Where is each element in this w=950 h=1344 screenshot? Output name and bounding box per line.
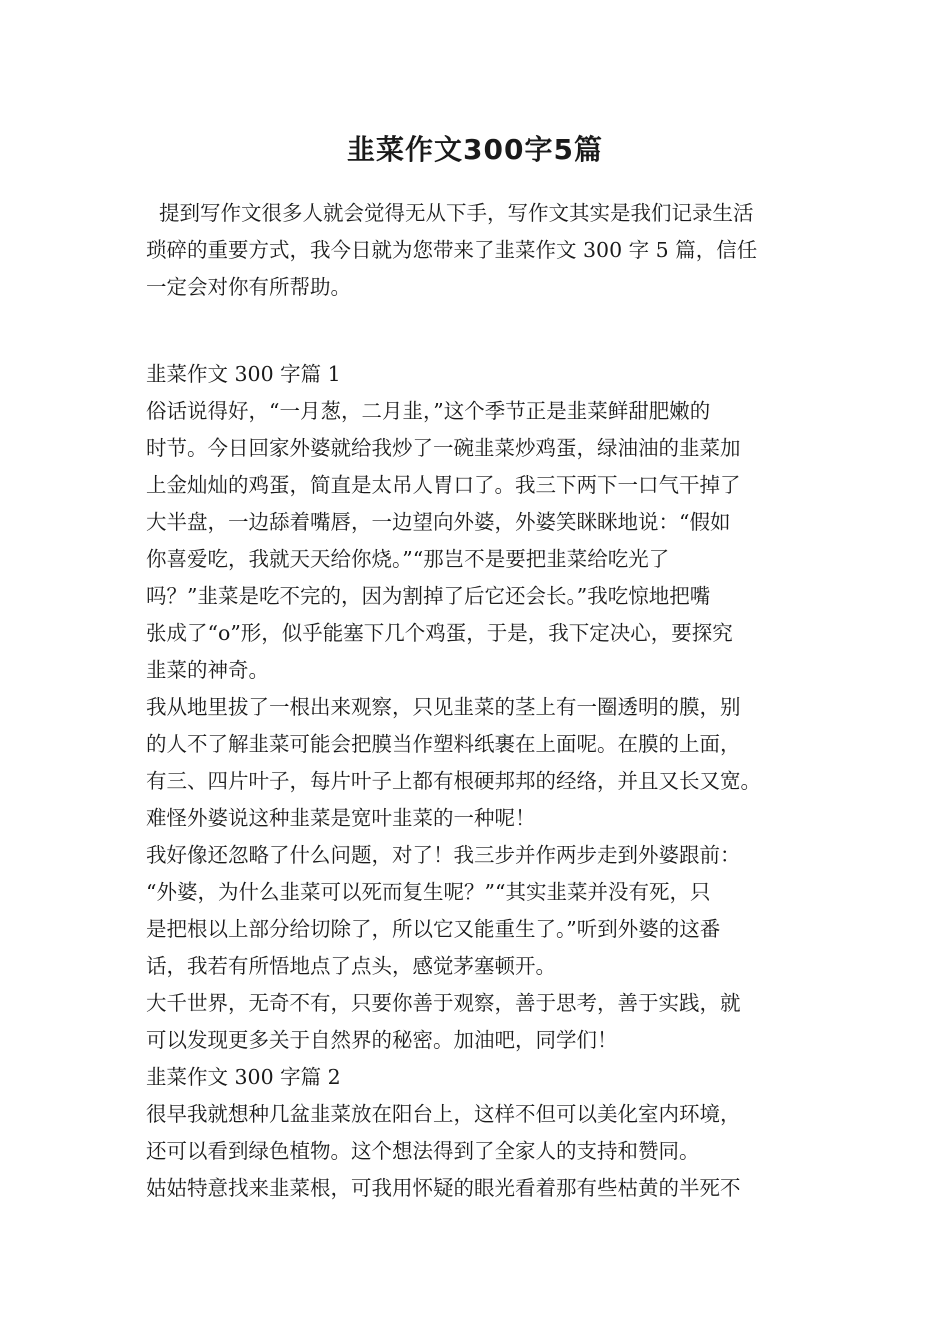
text-line: “外婆，为什么韭菜可以死而复生呢？”“其实韭菜并没有死，只	[146, 880, 711, 904]
text-line: 时节。今日回家外婆就给我炒了一碗韭菜炒鸡蛋，绿油油的韭菜加	[146, 436, 741, 460]
text-line: 吗？”韭菜是吃不完的，因为割掉了后它还会长。”我吃惊地把嘴	[146, 584, 711, 608]
text-line: 很早我就想种几盆韭菜放在阳台上，这样不但可以美化室内环境，	[146, 1102, 741, 1126]
text-line: 是把根以上部分给切除了，所以它又能重生了。”听到外婆的这番	[146, 917, 721, 941]
text-line: 琐碎的重要方式，我今日就为您带来了韭菜作文 300 字 5 篇，信任	[146, 238, 758, 262]
text-line: 难怪外婆说这种韭菜是宽叶韭菜的一种呢！	[146, 806, 536, 830]
text-line: 姑姑特意找来韭菜根，可我用怀疑的眼光看着那有些枯黄的半死不	[146, 1176, 741, 1200]
text-line: 大半盘，一边舔着嘴唇，一边望向外婆，外婆笑眯眯地说：“假如	[146, 510, 731, 534]
text-line: 你喜爱吃，我就天天给你烧。”“那岂不是要把韭菜给吃光了	[146, 547, 670, 571]
text-line: 韭菜的神奇。	[146, 658, 269, 682]
text-line: 话，我若有所悟地点了点头，感觉茅塞顿开。	[146, 954, 556, 978]
text-line: 大千世界，无奇不有，只要你善于观察，善于思考，善于实践，就	[146, 991, 741, 1015]
text-line: 还可以看到绿色植物。这个想法得到了全家人的支持和赞同。	[146, 1139, 700, 1163]
section-heading: 韭菜作文 300 字篇 2	[146, 1065, 341, 1089]
text-line: 一定会对你有所帮助。	[146, 275, 351, 299]
text-line: 的人不了解韭菜可能会把膜当作塑料纸裹在上面呢。在膜的上面，	[146, 732, 741, 756]
text-line: 俗话说得好，“一月葱，二月韭，”这个季节正是韭菜鲜甜肥嫩的	[146, 399, 711, 423]
paragraph-gap	[146, 306, 816, 356]
text-line: 可以发现更多关于自然界的秘密。加油吧，同学们！	[146, 1028, 618, 1052]
text-line: 提到写作文很多人就会觉得无从下手，写作文其实是我们记录生活	[146, 201, 754, 225]
article-section	[146, 356, 816, 1207]
text-line: 张成了“o”形，似乎能塞下几个鸡蛋，于是，我下定决心，要探究	[146, 621, 733, 645]
text-line: 我从地里拔了一根出来观察，只见韭菜的茎上有一圈透明的膜，别	[146, 695, 741, 719]
text-line: 有三、四片叶子，每片叶子上都有根硬邦邦的经络，并且又长又宽。	[146, 769, 761, 793]
document-title: 韭菜作文300字5篇	[347, 133, 603, 166]
document-body	[146, 195, 816, 1207]
text-line: 我好像还忽略了什么问题，对了！我三步并作两步走到外婆跟前：	[146, 843, 741, 867]
intro-paragraph	[146, 195, 816, 306]
section-heading: 韭菜作文 300 字篇 1	[146, 362, 341, 386]
text-line: 上金灿灿的鸡蛋，简直是太吊人胃口了。我三下两下一口气干掉了	[146, 473, 741, 497]
